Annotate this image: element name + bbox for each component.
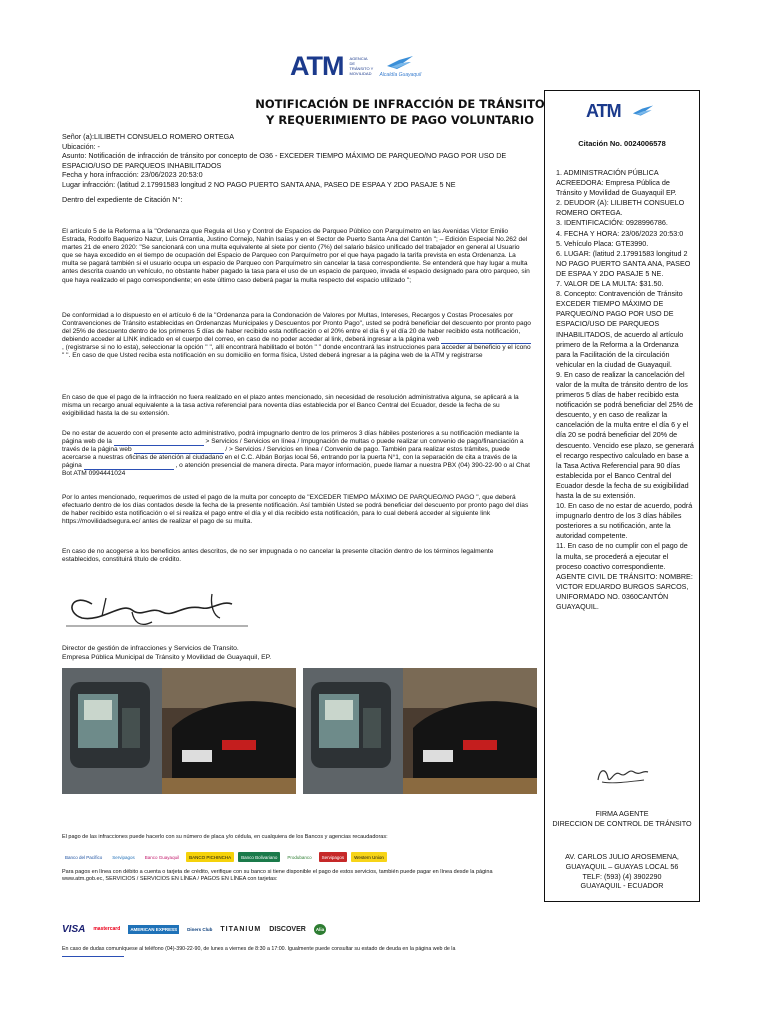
payment-text-a: Por lo antes mencionado, requerimos de usted el pago de la multa por concepto de "EXCEDER TIEMPO MÁXIMO DE PARQUEO/NO PAGO ", que deberá efectuarlo dentro de los días contados desde la fecha de la presente notificación. Así también Usted se podrá beneficiar del descuento por pronto pago del días de haber recibido esta notificación o el si realiza el pago entre el día y el día <box>62 494 529 518</box>
bank-western-union: Western Union <box>351 852 387 862</box>
citation-details <box>556 168 694 612</box>
agency-name: AGENCIA DE TRÁNSITO Y MOVILIDAD <box>349 56 374 76</box>
address-street: AV. CARLOS JULIO AROSEMENA, GUAYAQUIL – GUAYAS LOCAL 56 <box>565 852 679 871</box>
bank-servipagos: Servipagos <box>112 854 135 860</box>
bank-logos <box>62 850 384 864</box>
card-logos <box>62 918 325 940</box>
appeal-text-a: De no estar de acuerdo con el presente acto administrativo, podrá impugnarlo dentro de los primeros 3 días hábiles posteriores a su notificación mediante la página web de la <box>62 430 520 446</box>
citation-item: 7. VALOR DE LA MULTA: $31.50. <box>556 279 664 289</box>
contact-web-link[interactable] <box>62 956 124 957</box>
appeal-text-b: > Servicios / Servicios en línea / Impugnación de multas o puede realizar un convenio de pago/financiación a través de la página web <box>62 438 524 454</box>
director-signature-icon <box>62 582 252 632</box>
agent-signature-label: FIRMA AGENTE <box>595 809 649 818</box>
address-city: GUAYAQUIL - ECUADOR <box>580 881 664 891</box>
office-address <box>548 852 696 891</box>
paragraph-credit-title: En caso de no acogerse a los beneficios antes descritos, de no ser impugnada o no cancelar la presente citación dentro de los términos legalmente establecidos, constituirá título de crédito. <box>62 548 494 564</box>
infraction-place: Lugar infracción: (latitud 2.17991583 longitud 2 NO PAGO PUERTO SANTA ANA, PASEO DE ESPAA Y 2DO PASAJE 5 NE <box>62 179 456 189</box>
infraction-photo-1 <box>62 668 296 794</box>
paragraph-ordinance: El artículo 5 de la Reforma a la "Ordenanza que Regula el Uso y Control de Espacios de Parqueo Público con Parquímetro en las Avenidas Víctor Emilio Estrada, Rodolfo Baquerizo Nazur, Luis Orrantia, Justino Cornejo, Nahín Isaías y en el Sector de Puerto Santa Ana del Cantón "; – Edición Especial No.262 del martes 21 de enero 2020: "Se sancionará con una multa equivalente al siete por ciento (7%) del salario básico unificado del trabajador en general al Usuario que se haya excedido en el tiempo de ocupación del Espacio de Parqueo con Parquímetro por el que haya pagado la tarifa prevista en esta Ordenanza. La multa se pagará también si el usuario ocupa un espacio de Parqueo con Parquímetro sin cancelar la tasa correspondiente. Se entenderá que hay lugar a multa antes descrita cuando un vehículo, no obstante haber pagado la tasa para el uso de un espacio de parqueo, invada el espacio designado para otro parqueo, sin que haya realizado el pago correspondiente; en este último caso deberá pagar la multa respecto del espacio utilizado "; <box>62 228 530 284</box>
citation-number: Citación No. 0024006578 <box>578 139 666 148</box>
bird-logo-icon <box>385 54 415 72</box>
bank-servipagos-2: Servipagos <box>319 852 348 862</box>
citation-item: 4. FECHA Y HORA: 23/06/2023 20:53:0 <box>556 228 684 238</box>
discount-text-b: , (registrarse si no lo esta), seleccionar la opción " ", allí encontrará habilitado el botón " " donde encontrará las instrucciones para acceder al beneficio y el ícono " ". <box>62 344 531 360</box>
parking-meter-car-image-icon <box>303 668 537 794</box>
agent-signature-icon <box>592 762 652 788</box>
bank-produbanco: Produbanco <box>287 854 312 860</box>
appeal-text-c: / > Servicios / Servicios en línea / Convenio de pago. También para realizar estos trámites, puede acercarse a nuestras oficinas de atención al ciudadano en el C.C. Albán Borjas local 56, entrando por la puerta N°1, con la separación de cita a través de la página <box>62 446 517 470</box>
citation-item: 10. En caso de no estar de acuerdo, podrá impugnarlo dentro de los 3 días hábiles posteriores a su notificación, ante la autoridad competente. <box>556 501 693 541</box>
infraction-photo-2 <box>303 668 537 794</box>
infraction-datetime: Fecha y hora infracción: 23/06/2023 20:53:0 <box>62 170 203 180</box>
discount-text-c: En caso de que Usted reciba esta notificación en su domicilio en forma física, Usted deberá ingresar a la página web de la ATM y registrarse <box>72 352 483 360</box>
bank-pichincha: BANCO PICHINCHA <box>186 852 234 862</box>
parking-meter-car-image-icon <box>62 668 296 794</box>
agent-department: DIRECCION DE CONTROL DE TRÁNSITO <box>552 818 692 828</box>
side-atm-logo <box>586 100 686 122</box>
payment-note: El pago de las infracciones puede hacerlo con su número de placa y/o cédula, en cualquiera de los Bancos y agencias recaudadoras: <box>62 834 388 840</box>
citation-item: 2. DEUDOR (A): LILIBETH CONSUELO ROMERO ORTEGA. <box>556 198 685 218</box>
location: Ubicación: - <box>62 141 100 151</box>
expediente: Dentro del expediente de Citación N°: <box>62 194 183 204</box>
title-line-2: Y REQUERIMIENTO DE PAGO VOLUNTARIO <box>266 113 534 127</box>
atm-logo <box>290 50 450 82</box>
appeal-text-d: , o atención presencial de manera directa. Para mayor información, puede llamar a nuestra PBX (04) 390-22-90 o al Chat Bot ATM 0994441024 <box>62 462 530 478</box>
amex-logo: AMERICAN EXPRESS <box>130 926 178 932</box>
citation-item: 6. LUGAR: (latitud 2.17991583 longitud 2 NO PAGO PUERTO SANTA ANA, PASEO DE ESPAA Y 2DO PASAJE 5 NE. <box>556 248 691 278</box>
page-title <box>200 96 600 128</box>
bank-pacifico: Banco del Pacífico <box>65 854 103 860</box>
side-atm-logo-text: ATM <box>586 100 621 121</box>
citation-item: 11. En caso de no cumplir con el pago de la multa, se procederá a ejecutar el proceso coactivo correspondiente. <box>556 541 688 571</box>
atm-logo-text: ATM <box>290 50 344 81</box>
address-phone: TELF: (593) (4) 3902290 <box>582 871 662 881</box>
citation-item: 1. ADMINISTRACIÓN PÚBLICA ACREEDORA: Empresa Pública de Tránsito y Movilidad de Guayaquil EP. <box>556 168 677 198</box>
notification-meta <box>62 132 532 204</box>
subject: Asunto: Notificación de infracción de tránsito por concepto de O36 - EXCEDER TIEMPO MÁXIMO DE PARQUEO/NO PAGO POR USO DE ESPACIO/USO DE PARQUEOS INHABILITADOS <box>62 151 507 170</box>
paragraph-appeal <box>62 430 532 479</box>
online-payment-note: Para pagos en línea con débito a cuenta o tarjeta de crédito, verifique con su banco si tiene disponible el pago de estos servicios, también puede pagar en línea desde la página www.atm.gob.ec, SERVICIOS / SERVICIOS EN LÍNEA / PAGOS EN LÍNEA con tarjetas: <box>62 869 493 882</box>
diners-logo: Diners Club <box>187 926 213 932</box>
paragraph-discount <box>62 312 532 361</box>
citation-item: 5. Vehículo Placa: GTE3990. <box>556 238 649 248</box>
director-title: Director de gestión de infracciones y Servicios de Transito. <box>62 645 239 652</box>
citation-item: 9. En caso de realizar la cancelación del valor de la multa de tránsito dentro de los primeros 5 días de haber recibido esta notificación se podrá beneficiar del 25% de descuento, y en caso de realizar la cancelación de la multa entre el día 6 y el día 20 se podrá beneficiar del 20% de descuento. Vencido ese plazo, se generará el recargo respectivo calculado en base a la Tasa Activa Referencial para 90 días establecida por el Banco Central del Ecuador desde la fecha de su exigibilidad hasta la de su extensión. <box>556 369 694 500</box>
payment-text-b: recibido esta notificación, para lo cual deberá acceder al siguiente link https://movilidadsegura.ec/ antes de realizar el pago de su multa. <box>62 510 491 526</box>
discover-logo: DISCOVER <box>269 925 306 933</box>
citation-item: 3. IDENTIFICACIÓN: 0928996786. <box>556 218 668 228</box>
citation-item: 8. Concepto: Contravención de Tránsito EXCEDER TIEMPO MÁXIMO DE PARQUEO/NO PAGO POR USO DE ESPACIO/USO DE PARQUEOS INHABILITADOS, de acuerdo al artículo primero de la Reforma a la Ordenanza para la Facilitación de la circulación vehicular en la ciudad de Guayaquil. <box>556 289 684 369</box>
bank-guayaquil: Banco Guayaquil <box>144 854 180 860</box>
mastercard-logo: mastercard <box>93 926 121 932</box>
paragraph-surcharge: En caso de que el pago de la infracción no fuera realizado en el plazo antes mencionado, sin necesidad de resolución administrativa alguna, se aplicará a la misma un recargo anual equivalente a la tasa activa referencial para noventa días establecida por el Banco Central del Ecuador, desde la fecha de su exigibilidad hasta la de su extensión. <box>62 394 519 418</box>
director-company: Empresa Pública Municipal de Tránsito y Movilidad de Guayaquil, EP. <box>62 654 272 661</box>
agent-signature-block <box>548 809 696 829</box>
title-line-1: NOTIFICACIÓN DE INFRACCIÓN DE TRÁNSITO <box>255 97 545 111</box>
director-block <box>62 644 362 662</box>
bank-bolivariano: Banco Bolivariano <box>238 852 280 862</box>
contact-note: En caso de dudas comuníquese al teléfono (04)-390-22-90, de lunes a viernes de 8:30 a 17:00. Igualmente puede consultar su estado de deuda en la página web de la <box>62 946 456 952</box>
titanium-logo: TITANIUM <box>220 925 262 933</box>
side-bird-logo-icon <box>625 104 661 118</box>
discount-text-a: De conformidad a lo dispuesto en el artículo 6 de la "Ordenanza para la Condonación de Valores por Multas, Intereses, Recargos y Costas Procesales por Contravenciones de Tránsito establecidas en Ordenanzas Municipales y Descuentos por Pronto Pago", usted se podrá beneficiar del descuento por pronto pago del 25% de descuento dentro de los primeros 5 días de haber recibido esta notificación o el 20% entre el día 6 y el día 20 de haber recibido esta notificación, debiendo acceder al LINK indicado en el cuerpo del correo, en caso de no poder acceder al link, deberá ingresar a la página web <box>62 312 531 344</box>
paragraph-payment-request <box>62 494 532 526</box>
recipient: Señor (a):LILIBETH CONSUELO ROMERO ORTEGA <box>62 132 235 141</box>
city-name: Alcaldía Guayaquil <box>379 72 422 78</box>
alia-logo: Alia <box>314 924 326 935</box>
visa-logo: VISA <box>62 923 86 935</box>
citation-item: AGENTE CIVIL DE TRÁNSITO: NOMBRE: VICTOR EDUARDO BURGOS SARCOS, UNIFORMADO NO. 0360CANTÓN GUAYAQUIL. <box>556 571 693 612</box>
